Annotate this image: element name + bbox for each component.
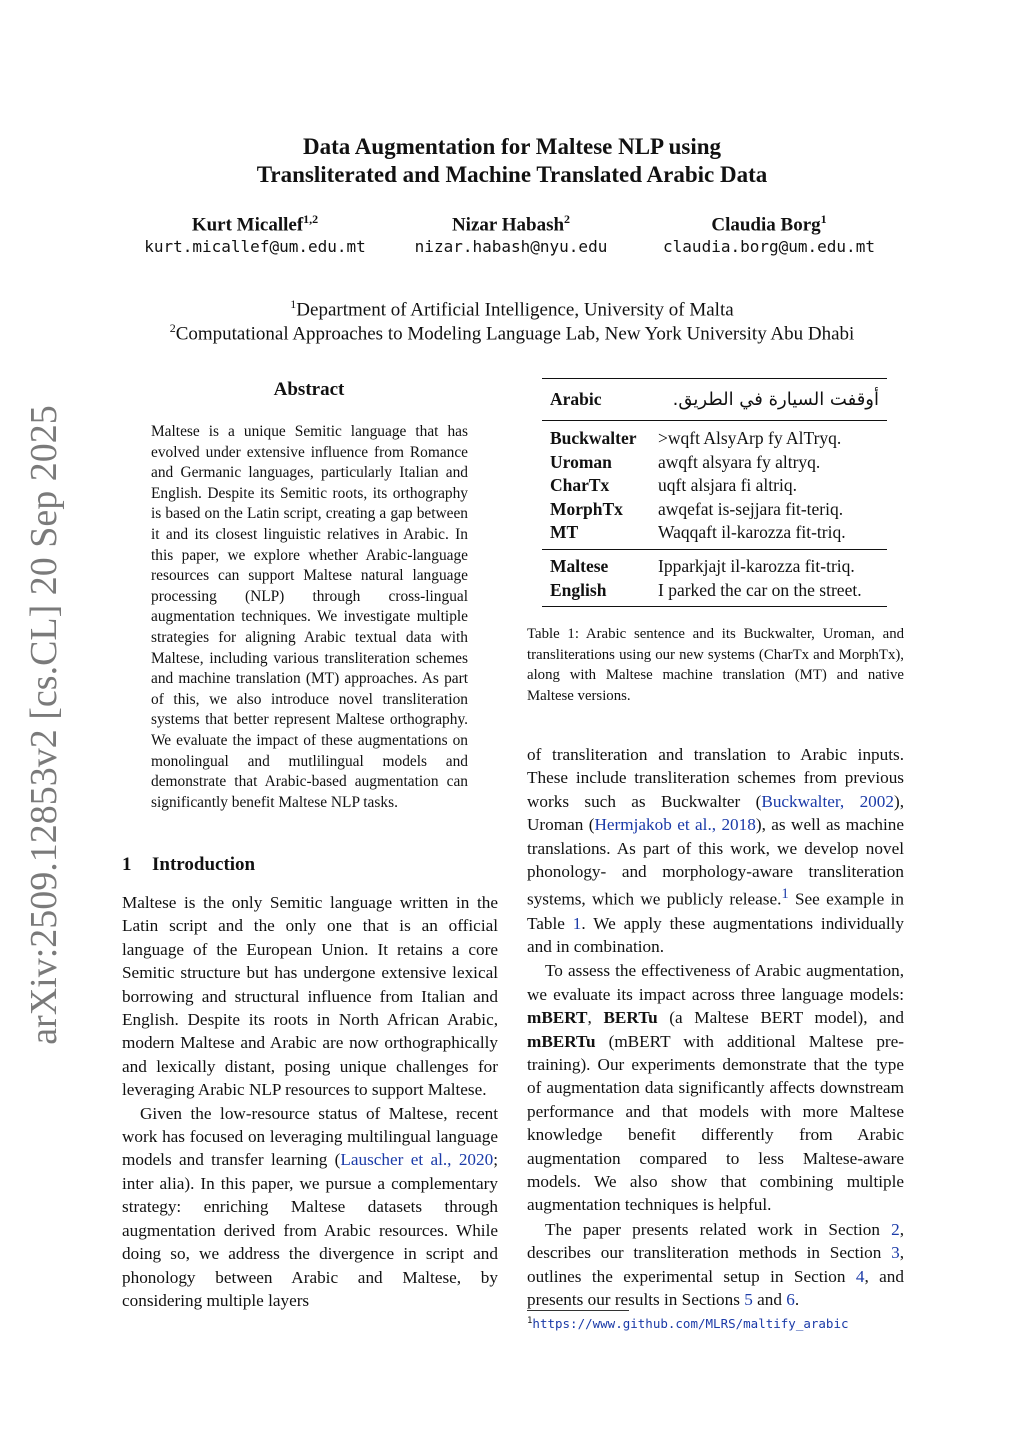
table-1 <box>542 378 887 607</box>
table-value: Ipparkjajt il-karozza fit-triq. <box>658 556 855 577</box>
intro-paragraph: The paper presents related work in Section 2, describes our transliteration methods in Section 3, outlines the experimental setup in Section 4, and presents our results in Sections 5 and 6. <box>527 1219 904 1310</box>
paper-title-line-2: Transliterated and Machine Translated Arabic Data <box>256 162 768 187</box>
affiliation: $^1$Department of Artificial Intelligence, University of Malta <box>290 297 734 321</box>
footnote: $^1$https://www.github.com/MLRS/maltify_arabic <box>527 1316 849 1332</box>
table-value: I parked the car on the street. <box>658 579 862 600</box>
table-row <box>542 474 887 497</box>
section-reference-link[interactable]: 5 <box>744 1290 753 1310</box>
affiliation: $^2$Computational Approaches to Modeling Language Lab, New York University Abu Dhabi <box>169 321 855 345</box>
table-row <box>542 379 887 421</box>
section-reference-link[interactable]: 3 <box>891 1243 900 1263</box>
footnote-url-link[interactable]: https://www.github.com/MLRS/maltify_arabic <box>532 1316 849 1332</box>
table-caption: Table 1: Arabic sentence and its Buckwalter, Uroman, and transliterations using our new systems (CharTx and MorphTx), along with Maltese machine translation (MT) and native Maltese versions. <box>527 626 904 704</box>
intro-text-right <box>527 743 904 1311</box>
intro-paragraph: Maltese is the only Semitic language written in the Latin script and the only one that is an official language of the European Union. It retains a core Semitic structure but has undergone extensive lexical borrowing and structural influence from Italian and English. Despite its roots in North African Arabic, modern Maltese and Arabic are now orthographically and lexically distant, posing unique challenges for leveraging Arabic NLP resources to support Maltese. <box>122 893 498 1100</box>
section-heading-introduction: 1 Introduction <box>122 854 256 875</box>
author-name: Claudia Borg$^1$ <box>711 212 827 236</box>
table-value: awqft alsyara fy altryq. <box>658 451 821 472</box>
section-reference-link[interactable]: 4 <box>855 1266 865 1286</box>
intro-paragraph: To assess the effectiveness of Arabic augmentation, we evaluate its impact across three language models: mBERT, BERTu (a Maltese BERT model), and mBERTu (mBERT with additional Maltese pre-training). Our experiments demonstrate that the type of augmentation data significantly affects downstream performance and that models with more Maltese knowledge benefit differently from Arabic augmentation compared to less Maltese-aware models. We also show that combining multiple augmentation techniques is helpful. <box>527 961 904 1215</box>
table-value: awqefat is-sejjara fit-teriq. <box>658 498 844 519</box>
table-label: English <box>550 579 607 600</box>
table-reference-link[interactable]: 1 <box>572 913 582 933</box>
table-value: >wqft AlsyArp fy AlTryq. <box>658 428 842 449</box>
table-label: Arabic <box>550 389 602 409</box>
footnote-link[interactable]: 1 <box>781 886 789 903</box>
section-reference-link[interactable]: 6 <box>786 1290 795 1310</box>
abstract-text: Maltese is a unique Semitic language that has evolved under extensive influence from Romance and Germanic languages, particularly Italian and English. Despite its Semitic roots, its orthography is based on the Latin script, creating a gap between it and its closest linguistic relatives in Arabic. In this paper, we explore whether Arabic-language resources can support Maltese natural language processing (NLP) through cross-lingual augmentation techniques. We investigate multiple strategies for aligning Arabic textual data with Maltese, including various transliteration schemes and machine translation (MT) approaches. As part of this, we also introduce novel transliteration systems that better represent Maltese orthography. We evaluate the impact of these augmentations on monolingual and mutlilingual models and demonstrate that Arabic-based augmentation can significantly benefit Maltese NLP tasks. <box>151 423 468 811</box>
intro-paragraph: Given the low-resource status of Maltese, recent work has focused on leveraging multilingual language models and transfer learning (Lauscher et al., 2020; inter alia). In this paper, we pursue a complementary strategy: enriching Maltese datasets through augmentation derived from Arabic resources. While doing so, we address the divergence in script and phonology between Arabic and Maltese, by considering multiple layers <box>122 1103 498 1310</box>
table-label: Buckwalter <box>550 428 637 449</box>
footnote-divider <box>527 1310 629 1311</box>
table-label: MT <box>550 522 579 543</box>
arxiv-stamp: arXiv:2509.12853v2 [cs.CL] 20 Sep 2025 <box>23 405 65 1045</box>
author-name: Kurt Micallef$^{1,2}$ <box>191 212 319 236</box>
table-label: MorphTx <box>550 498 623 519</box>
table-value: أوقفت السيارة في الطريق. <box>672 389 879 410</box>
intro-text-left <box>122 891 498 1312</box>
author-email[interactable]: claudia.borg@um.edu.mt <box>663 237 875 256</box>
author-name: Nizar Habash$^2$ <box>451 212 571 236</box>
citation-link[interactable]: Hermjakob et al., 2018 <box>594 815 756 835</box>
abstract-heading: Abstract <box>273 379 345 400</box>
table-row <box>542 451 887 474</box>
table-row <box>542 550 887 579</box>
table-row <box>542 421 887 451</box>
citation-link[interactable]: Buckwalter, 2002 <box>761 791 894 811</box>
table-value: uqft alsjara fi altriq. <box>658 475 797 496</box>
table-label: Uroman <box>550 451 612 472</box>
table-row <box>542 498 887 521</box>
author-email[interactable]: kurt.micallef@um.edu.mt <box>144 237 366 256</box>
table-label: CharTx <box>550 475 610 496</box>
author-email[interactable]: nizar.habash@nyu.edu <box>414 237 608 256</box>
table-row <box>542 521 887 550</box>
table-label: Maltese <box>550 556 609 577</box>
section-reference-link[interactable]: 2 <box>891 1219 900 1239</box>
table-row <box>542 579 887 607</box>
table-value: Waqqaft il-karozza fit-triq. <box>658 522 846 543</box>
paper-title-line-1: Data Augmentation for Maltese NLP using <box>302 134 722 159</box>
intro-paragraph: of transliteration and translation to Arabic inputs. These include transliteration schemes from previous works such as Buckwalter (Buckwalter, 2002), Uroman (Hermjakob et al., 2018), as well as machine translations. As part of this work, we develop novel phonology- and morphology-aware transliteration systems, which we publicly release.$^1$ See example in Table 1. We apply these augmentations individually and in combination. <box>527 745 905 956</box>
citation-link[interactable]: Lauscher et al., 2020 <box>340 1150 494 1170</box>
